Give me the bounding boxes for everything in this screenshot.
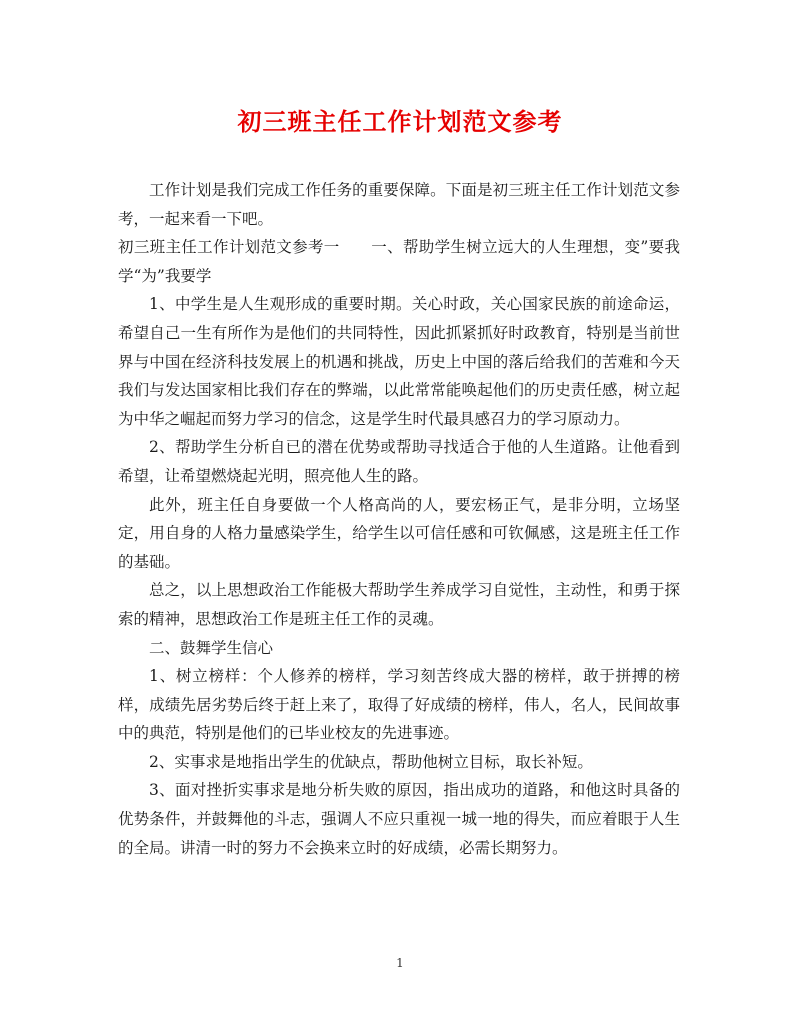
- paragraph-role-models: 1、树立榜样：个人修养的榜样，学习刻苦终成大器的榜样，敢于拼搏的榜样，成绩先居劣势后终于赶上来了，取得了好成绩的榜样，伟人，名人，民间故事中的典范，特别是他们的已毕业校友的先进事迹。: [118, 667, 680, 743]
- paragraph-setbacks: 3、面对挫折实事求是地分析失败的原因，指出成功的道路，和他这时具备的优势条件，并鼓舞他的斗志，强调人不应只重视一城一地的得失，而应着眼于人生的全局。讲清一时的努力不会换来立时的好成绩，必需长期努力。: [118, 781, 680, 857]
- document-title: 初三班主任工作计划范文参考: [237, 107, 563, 136]
- paragraph-intro: 工作计划是我们完成工作任务的重要保障。下面是初三班主任工作计划范文参考，一起来看一下吧。: [118, 181, 680, 228]
- document-body: [118, 176, 680, 862]
- paragraph-item-2: 2、帮助学生分析自已的潜在优势或帮助寻找适合于他的人生道路。让他看到希望，让希望燃烧起光明，照亮他人生的路。: [118, 438, 680, 485]
- paragraph-moreover: 此外，班主任自身要做一个人格高尚的人，要宏杨正气，是非分明，立场坚定，用自身的人格力量感染学生，给学生以可信任感和可钦佩感，这是班主任工作的基础。: [118, 495, 680, 571]
- paragraph-strengths: 2、实事求是地指出学生的优缺点，帮助他树立目标，取长补短。: [149, 752, 593, 771]
- paragraph-section-heading: 初三班主任工作计划范文参考一 一、帮助学生树立远大的人生理想，变”要我学“为”我要学: [118, 238, 680, 285]
- paragraph-section-two-heading: 二、鼓舞学生信心: [149, 638, 274, 657]
- paragraph-summary: 总之，以上思想政治工作能极大帮助学生养成学习自觉性，主动性，和勇于探索的精神，思想政治工作是班主任工作的灵魂。: [118, 581, 680, 628]
- page-number: 1: [396, 956, 404, 970]
- paragraph-item-1: 1、中学生是人生观形成的重要时期。关心时政，关心国家民族的前途命运，希望自己一生有所作为是他们的共同特性，因此抓紧抓好时政教育，特别是当前世界与中国在经济科技发展上的机遇和挑战，历史上中国的落后给我们的苦难和今天我们与发达国家相比我们存在的弊端，以此常常能唤起他们的历史责任感，树立起为中华之崛起而努力学习的信念，这是学生时代最具感召力的学习原动力。: [118, 295, 680, 428]
